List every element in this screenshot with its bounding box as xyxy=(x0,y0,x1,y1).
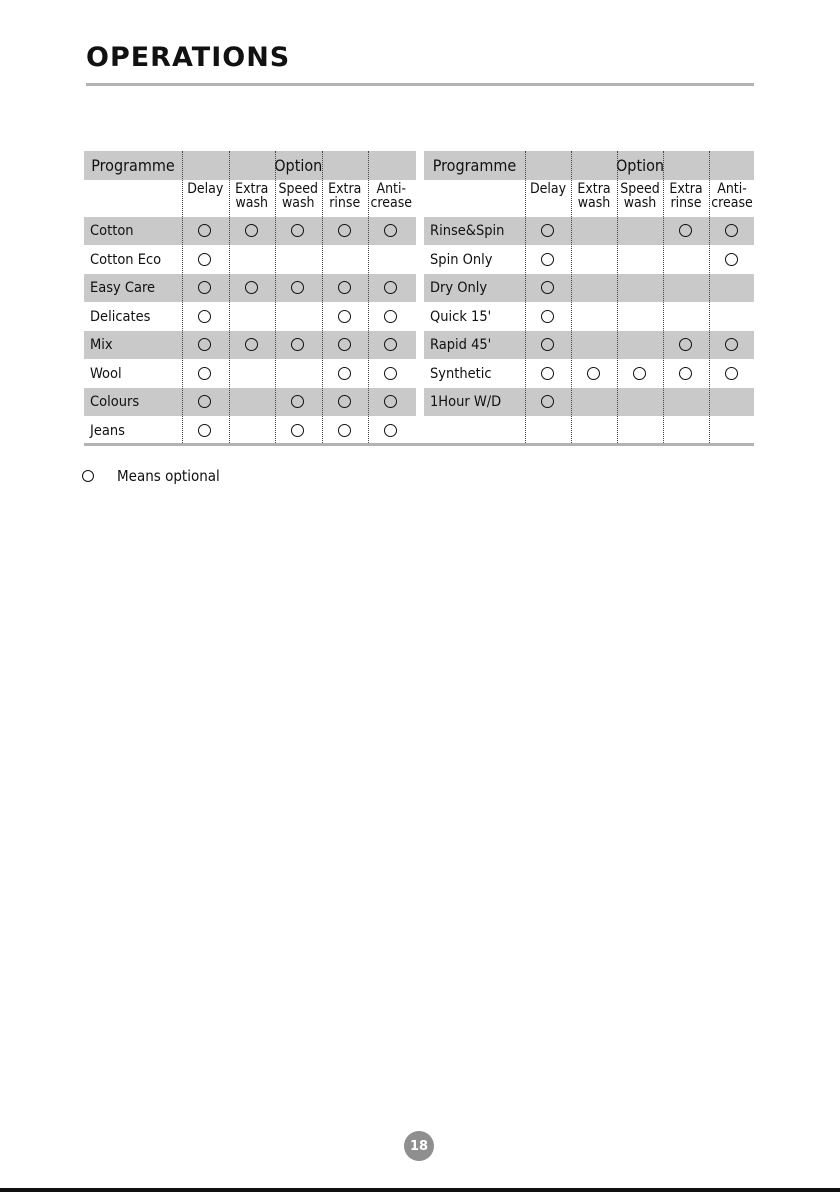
option-subheader-line: Speed xyxy=(278,181,318,197)
option-subheader xyxy=(571,182,617,212)
optional-circle-icon xyxy=(384,424,397,437)
table-row xyxy=(84,246,416,274)
programme-name: Wool xyxy=(90,365,122,382)
optional-circle-icon xyxy=(384,310,397,323)
optional-circle-icon xyxy=(198,310,211,323)
option-header: Option xyxy=(615,156,665,175)
programme-header: Programme xyxy=(91,156,175,175)
option-subheader-line: rinse xyxy=(670,195,702,211)
option-subheader-line: Delay xyxy=(529,181,567,197)
optional-circle-icon xyxy=(679,224,692,237)
option-subheader-line: Extra xyxy=(235,181,269,197)
optional-circle-icon xyxy=(338,338,351,351)
optional-circle-icon xyxy=(245,281,258,294)
option-subheader-line: rinse xyxy=(329,195,361,211)
optional-circle-icon xyxy=(82,470,94,482)
option-subheader-line: Anti- xyxy=(376,181,407,197)
programme-name: Easy Care xyxy=(90,280,156,296)
title-underline xyxy=(86,83,754,86)
table-row xyxy=(84,388,416,416)
option-subheader xyxy=(617,182,663,212)
option-subheader-line: wash xyxy=(235,195,269,211)
optional-circle-icon xyxy=(541,395,554,408)
column-separator xyxy=(322,151,323,443)
optional-circle-icon xyxy=(291,395,304,408)
optional-circle-icon xyxy=(338,395,351,408)
optional-circle-icon xyxy=(338,367,351,380)
optional-circle-icon xyxy=(541,281,554,294)
table-row xyxy=(424,388,754,416)
option-subheader-line: crease xyxy=(711,195,753,211)
table-row xyxy=(84,417,416,445)
optional-circle-icon xyxy=(384,338,397,351)
optional-circle-icon xyxy=(198,224,211,237)
optional-circle-icon xyxy=(198,367,211,380)
option-subheader xyxy=(322,182,369,212)
option-subheader-line: Delay xyxy=(187,181,224,197)
optional-circle-icon xyxy=(198,253,211,266)
option-subheader-line: Speed xyxy=(620,181,660,197)
option-subheader-line: Extra xyxy=(669,181,703,197)
options-table-right xyxy=(424,151,754,443)
table-row xyxy=(424,360,754,388)
optional-circle-icon xyxy=(541,310,554,323)
table-row xyxy=(84,303,416,331)
optional-circle-icon xyxy=(198,338,211,351)
optional-circle-icon xyxy=(725,367,738,380)
optional-circle-icon xyxy=(384,395,397,408)
optional-circle-icon xyxy=(541,367,554,380)
column-separator xyxy=(571,151,572,443)
programme-name: Jeans xyxy=(90,422,125,439)
programme-name: Cotton Eco xyxy=(90,251,162,268)
optional-circle-icon xyxy=(384,281,397,294)
column-separator xyxy=(229,151,230,443)
options-table-left xyxy=(84,151,416,443)
option-subheader-line: wash xyxy=(623,195,657,211)
optional-circle-icon xyxy=(679,367,692,380)
column-separator xyxy=(275,151,276,443)
option-subheader-line: Extra xyxy=(577,181,611,197)
programme-name: Rinse&Spin xyxy=(430,223,505,239)
table-row xyxy=(84,274,416,302)
option-header: Option xyxy=(274,156,323,175)
optional-circle-icon xyxy=(541,224,554,237)
option-subheader xyxy=(663,182,709,212)
optional-circle-icon xyxy=(198,281,211,294)
optional-circle-icon xyxy=(679,338,692,351)
optional-circle-icon xyxy=(291,224,304,237)
option-subheader-line: Anti- xyxy=(717,181,747,197)
legend-text: Means optional xyxy=(117,467,220,485)
programme-name: Mix xyxy=(90,337,113,353)
optional-circle-icon xyxy=(338,424,351,437)
optional-circle-icon xyxy=(541,338,554,351)
optional-circle-icon xyxy=(384,367,397,380)
option-subheader-line: Extra xyxy=(328,181,362,197)
optional-circle-icon xyxy=(725,224,738,237)
column-separator xyxy=(663,151,664,443)
option-subheader-line: wash xyxy=(577,195,611,211)
table-row xyxy=(424,331,754,359)
option-subheader xyxy=(709,182,755,212)
column-separator xyxy=(709,151,710,443)
table-row xyxy=(424,274,754,302)
programme-name: Quick 15' xyxy=(430,308,492,325)
table-row xyxy=(84,217,416,245)
optional-circle-icon xyxy=(291,281,304,294)
programme-name: Delicates xyxy=(90,308,151,325)
optional-circle-icon xyxy=(725,338,738,351)
programme-name: Dry Only xyxy=(430,280,488,296)
optional-circle-icon xyxy=(384,224,397,237)
option-subheader-line: crease xyxy=(370,195,413,211)
optional-circle-icon xyxy=(725,253,738,266)
programme-name: Rapid 45' xyxy=(430,337,492,353)
optional-circle-icon xyxy=(198,424,211,437)
table-row xyxy=(424,246,754,274)
column-separator xyxy=(182,151,183,443)
programme-name: Colours xyxy=(90,394,140,410)
table-row xyxy=(424,217,754,245)
option-subheader xyxy=(229,182,276,212)
optional-circle-icon xyxy=(633,367,646,380)
page-bottom-border xyxy=(0,1188,840,1192)
option-subheader xyxy=(368,182,415,212)
column-separator xyxy=(525,151,526,443)
optional-circle-icon xyxy=(245,338,258,351)
optional-circle-icon xyxy=(338,224,351,237)
programme-name: Spin Only xyxy=(430,251,493,268)
optional-circle-icon xyxy=(245,224,258,237)
option-subheader xyxy=(182,182,229,212)
programme-header: Programme xyxy=(432,156,517,175)
optional-circle-icon xyxy=(338,281,351,294)
column-separator xyxy=(617,151,618,443)
optional-circle-icon xyxy=(198,395,211,408)
optional-circle-icon xyxy=(338,310,351,323)
option-subheader xyxy=(275,182,322,212)
programme-name: Cotton xyxy=(90,223,134,239)
optional-circle-icon xyxy=(587,367,600,380)
optional-circle-icon xyxy=(541,253,554,266)
option-subheader-line: wash xyxy=(281,195,315,211)
option-subheader xyxy=(525,182,571,212)
column-separator xyxy=(368,151,369,443)
optional-circle-icon xyxy=(291,338,304,351)
table-bottom-rule xyxy=(84,443,754,446)
programme-name: Synthetic xyxy=(430,365,492,382)
table-row xyxy=(84,360,416,388)
table-row xyxy=(424,303,754,331)
page-number: 18 xyxy=(404,1131,434,1161)
table-row xyxy=(84,331,416,359)
page-title: OPERATIONS xyxy=(86,42,291,73)
optional-circle-icon xyxy=(291,424,304,437)
programme-name: 1Hour W/D xyxy=(430,394,502,410)
legend xyxy=(82,466,220,486)
